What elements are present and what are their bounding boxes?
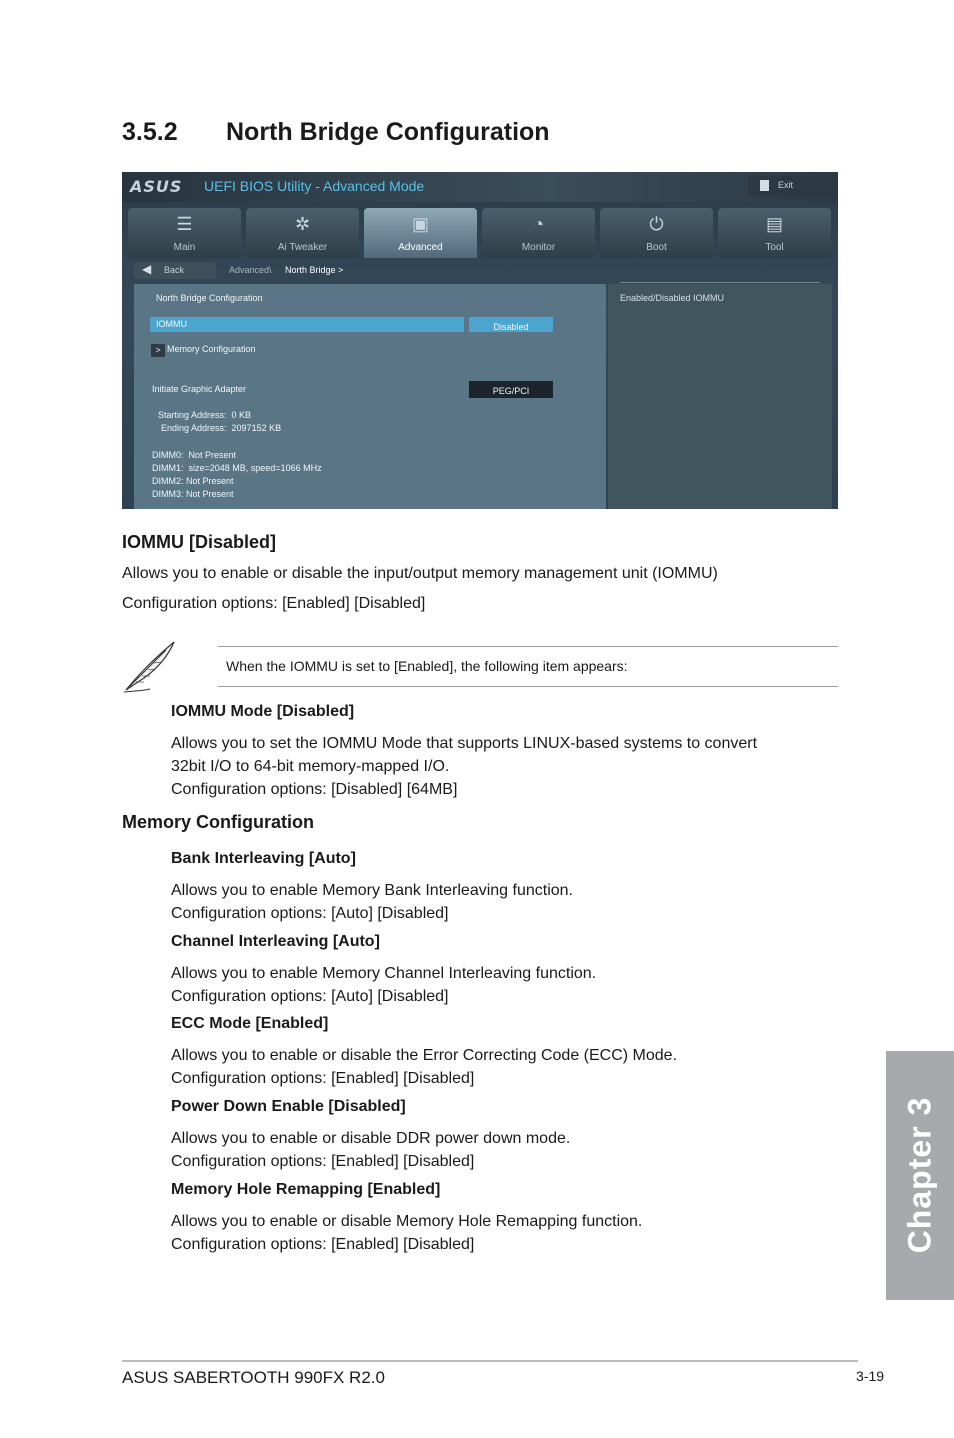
iommu-heading: IOMMU [Disabled]: [122, 532, 277, 552]
iommu-label: IOMMU: [156, 319, 187, 329]
iommu-description: Allows you to enable or disable the input/output memory management unit (IOMMU): [122, 565, 718, 582]
breadcrumb-parent[interactable]: Advanced\: [229, 265, 272, 275]
tab-advanced-label: Advanced: [398, 242, 443, 253]
chapter-tab: [886, 1051, 954, 1300]
note-top-rule: [218, 646, 838, 647]
memory-hole-desc: Allows you to enable or disable Memory Hole Remapping function.: [171, 1213, 643, 1230]
dimm2-info: DIMM2: Not Present: [152, 476, 234, 486]
bank-interleaving-desc: Allows you to enable Memory Bank Interleaving function.: [171, 882, 573, 899]
note-bottom-rule: [218, 686, 838, 687]
ending-address: Ending Address: 2097152 KB: [161, 423, 282, 433]
help-divider: [620, 282, 820, 283]
tab-boot-label: Boot: [646, 242, 667, 253]
power-down-heading: Power Down Enable [Disabled]: [171, 1098, 406, 1115]
tab-ai-tweaker[interactable]: [246, 208, 359, 258]
back-label: Back: [164, 265, 185, 275]
gauge-icon: ◔: [533, 214, 544, 234]
starting-address: Starting Address: 0 KB: [158, 410, 252, 420]
iommu-mode-desc-1: Allows you to set the IOMMU Mode that supports LINUX-based systems to convert: [171, 735, 758, 752]
bios-title: UEFI BIOS Utility - Advanced Mode: [204, 178, 425, 194]
channel-interleaving-options: Configuration options: [Auto] [Disabled]: [171, 988, 449, 1005]
tab-monitor-label: Monitor: [521, 242, 556, 253]
iommu-mode-options: Configuration options: [Disabled] [64MB]: [171, 781, 458, 798]
note-text: When the IOMMU is set to [Enabled], the following item appears:: [226, 658, 628, 674]
iommu-value-button[interactable]: [469, 317, 553, 332]
iommu-value: Disabled: [493, 322, 529, 332]
help-text: Enabled/Disabled IOMMU: [620, 293, 725, 303]
tab-tool[interactable]: [718, 208, 831, 258]
memory-hole-options: Configuration options: [Enabled] [Disabled]: [171, 1236, 475, 1253]
exit-button[interactable]: [748, 176, 836, 196]
tab-main-label: Main: [173, 242, 196, 253]
memory-hole-heading: Memory Hole Remapping [Enabled]: [171, 1181, 441, 1198]
fan-icon: ✲: [294, 214, 311, 234]
chapter-label: Chapter 3: [901, 1096, 938, 1254]
dimm3-info: DIMM3: Not Present: [152, 489, 234, 499]
tab-ai-tweaker-label: Ai Tweaker: [277, 242, 328, 253]
bank-interleaving-options: Configuration options: [Auto] [Disabled]: [171, 905, 449, 922]
asus-logo: ASUS: [130, 177, 183, 196]
section-title: North Bridge Configuration: [226, 118, 550, 146]
tab-boot[interactable]: [600, 208, 713, 258]
breadcrumb: [122, 260, 838, 282]
graphic-adapter-value-button[interactable]: [469, 381, 553, 398]
chip-icon: ▣: [411, 214, 429, 234]
exit-label: Exit: [778, 180, 794, 190]
memory-configuration-link[interactable]: Memory Configuration: [167, 344, 256, 354]
bios-title-bar: [122, 172, 838, 202]
ecc-mode-desc: Allows you to enable or disable the Error Correcting Code (ECC) Mode.: [171, 1047, 678, 1064]
bios-tabs: [128, 208, 834, 258]
tab-main[interactable]: [128, 208, 241, 258]
power-down-options: Configuration options: [Enabled] [Disabled]: [171, 1153, 475, 1170]
dimm0-info: DIMM0: Not Present: [152, 450, 237, 460]
tab-monitor[interactable]: [482, 208, 595, 258]
ecc-mode-options: Configuration options: [Enabled] [Disabled]: [171, 1070, 475, 1087]
iommu-options: Configuration options: [Enabled] [Disabled]: [122, 595, 426, 612]
section-number: 3.5.2: [122, 118, 178, 146]
help-panel: [608, 284, 832, 509]
iommu-mode-heading: IOMMU Mode [Disabled]: [171, 703, 355, 720]
iommu-mode-desc-2: 32bit I/O to 64-bit memory-mapped I/O.: [171, 758, 450, 775]
tab-advanced[interactable]: [364, 208, 477, 258]
power-icon: ⏻: [649, 214, 664, 234]
bios-screenshot: [122, 172, 838, 509]
back-arrow-icon: ◀: [142, 262, 152, 276]
submenu-arrow-icon: >: [151, 344, 165, 357]
graphic-adapter-value: PEG/PCI: [492, 386, 530, 396]
channel-interleaving-heading: Channel Interleaving [Auto]: [171, 933, 380, 950]
feather-pen-icon: [122, 638, 180, 694]
panel-title: North Bridge Configuration: [156, 293, 263, 303]
bank-interleaving-heading: Bank Interleaving [Auto]: [171, 850, 356, 867]
printer-icon: ▤: [765, 214, 783, 234]
power-down-desc: Allows you to enable or disable DDR power down mode.: [171, 1130, 571, 1147]
dimm1-info: DIMM1: size=2048 MB, speed=1066 MHz: [152, 463, 322, 473]
breadcrumb-current: North Bridge >: [285, 265, 344, 275]
ecc-mode-heading: ECC Mode [Enabled]: [171, 1015, 329, 1032]
footer-product-name: ASUS SABERTOOTH 990FX R2.0: [122, 1368, 385, 1387]
footer-page-number: 3-19: [856, 1368, 885, 1384]
iommu-setting-row[interactable]: [150, 317, 464, 332]
channel-interleaving-desc: Allows you to enable Memory Channel Interleaving function.: [171, 965, 597, 982]
memory-configuration-heading: Memory Configuration: [122, 812, 314, 832]
graphic-adapter-label: Initiate Graphic Adapter: [152, 384, 247, 394]
tab-tool-label: Tool: [765, 242, 784, 253]
list-icon: ☰: [176, 214, 193, 234]
footer-rule: [122, 1360, 858, 1362]
back-button[interactable]: [134, 262, 216, 279]
exit-icon: [760, 180, 769, 191]
